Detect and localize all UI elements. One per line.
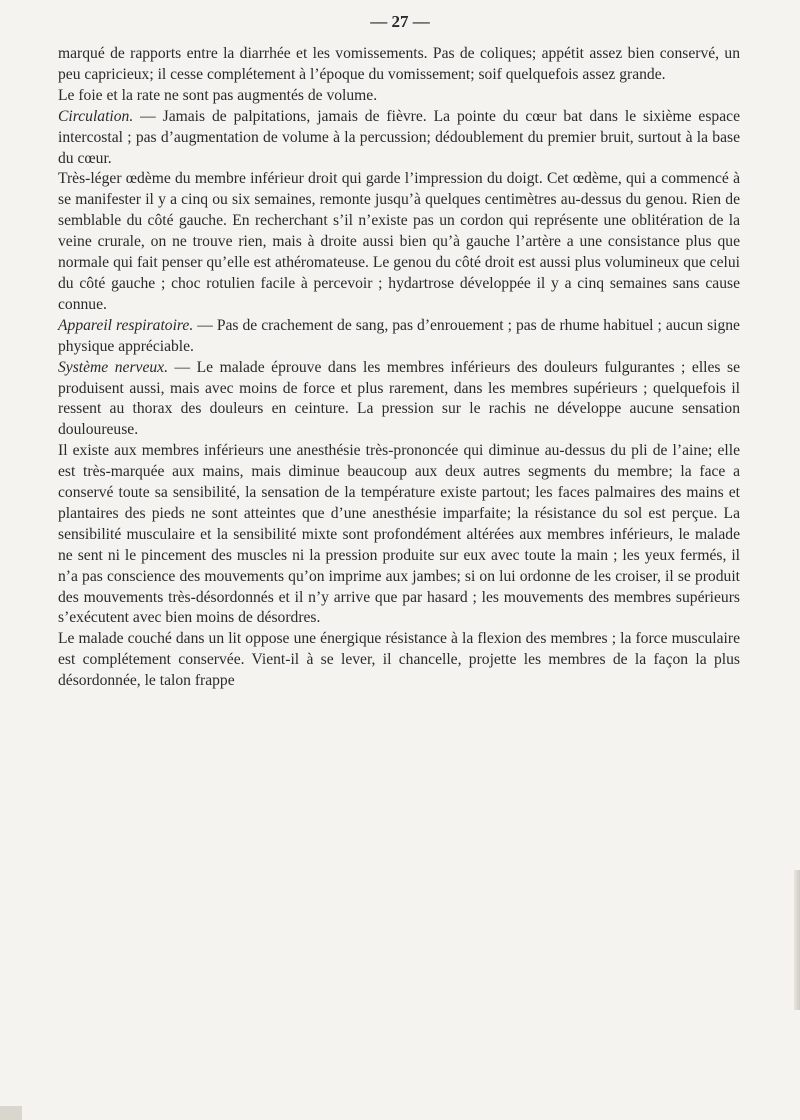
paragraph-text: marqué de rapports entre la diarrhée et les vomissements. Pas de coliques; appétit assez bien conservé, un peu capricieux; il cesse complétement à l’époque du vomissement; soif quelquefois assez grande. bbox=[58, 45, 740, 83]
paragraph-respiratoire bbox=[58, 316, 740, 358]
paragraph-nerveux bbox=[58, 358, 740, 442]
paragraph-text: — Jamais de palpitations, jamais de fièvre. La pointe du cœur bat dans le sixième espace intercostal ; pas d’augmentation de volume à la percussion; dédoublement du premier bruit, surtout à la base du cœur. bbox=[58, 107, 740, 167]
section-heading-circulation: Circulation. bbox=[58, 107, 134, 125]
paragraph-text: Le foie et la rate ne sont pas augmentés de volume. bbox=[58, 86, 378, 104]
paragraph-circulation bbox=[58, 107, 740, 170]
paragraph-text: — Pas de crachement de sang, pas d’enrouement ; pas de rhume habituel ; aucun signe physique appréciable. bbox=[58, 316, 740, 355]
paragraph-text: Le malade couché dans un lit oppose une énergique résistance à la flexion des membres ; la force musculaire est complétement conservée. Vient-il à se lever, il chancelle, projette les membres de la façon la plus désordonnée, le talon frappe bbox=[58, 630, 740, 690]
paragraph-text: Très-léger œdème du membre inférieur droit qui garde l’impression du doigt. Cet œdème, qui a commencé à se manifester il y a cinq ou six semaines, remonte jusqu’à quelques centimètres au-dessus du genou. Rien de semblable du côté gauche. En recherchant s’il n’existe pas un cordon qui représente une oblitération de la veine crurale, on ne trouve rien, mais à droite aussi bien qu’à gauche l’artère a une consistance plus que normale qui fait penser qu’elle est athéromateuse. Le genou du côté droit est aussi plus volumineux que celui du côté gauche ; choc rotulien facile à percevoir ; hydartrose développée il y a cinq semaines sans cause connue. bbox=[58, 170, 740, 313]
paragraph-7 bbox=[58, 441, 740, 629]
body-text bbox=[58, 44, 740, 692]
paragraph-4 bbox=[58, 169, 740, 315]
paragraph-1 bbox=[58, 44, 740, 86]
paragraph-8 bbox=[58, 629, 740, 692]
page-number: — 27 — bbox=[370, 12, 430, 31]
paragraph-2 bbox=[58, 86, 740, 107]
section-heading-nerveux: Système nerveux. bbox=[58, 358, 168, 376]
page-edge-shadow bbox=[794, 870, 800, 1010]
page-corner-mark bbox=[0, 1106, 22, 1120]
section-heading-respiratoire: Appareil respiratoire. bbox=[58, 316, 194, 334]
paragraph-text: — Le malade éprouve dans les membres inférieurs des douleurs fulgurantes ; elles se produisent aussi, mais avec moins de force et plus rarement, dans les membres supérieurs ; quelquefois il ressent au thorax des douleurs en ceinture. La pression sur le rachis ne développe aucune sensation douloureuse. bbox=[58, 358, 740, 439]
paragraph-text: Il existe aux membres inférieurs une anesthésie très-prononcée qui diminue au-dessus du pli de l’aine; elle est très-marquée aux mains, mais diminue beaucoup aux deux autres segments du membre; la face a conservé toute sa sensibilité, la sensation de la température existe partout; les faces palmaires des mains et plantaires des pieds ne sont atteintes que d’une anesthésie imparfaite; la résistance du sol est perçue. La sensibilité musculaire et la sensibilité mixte sont profondément altérées aux membres inférieurs, le malade ne sent ni le pincement des muscles ni la pression produite sur eux avec toute la main ; les yeux fermés, il n’a pas conscience des mouvements qu’on imprime aux jambes; si on lui ordonne de les croiser, il se produit des mouvements très-désordonnés et il n’y arrive que par hasard ; les mouvements des membres supérieurs s’exécutent avec bien moins de désordres. bbox=[58, 442, 740, 627]
